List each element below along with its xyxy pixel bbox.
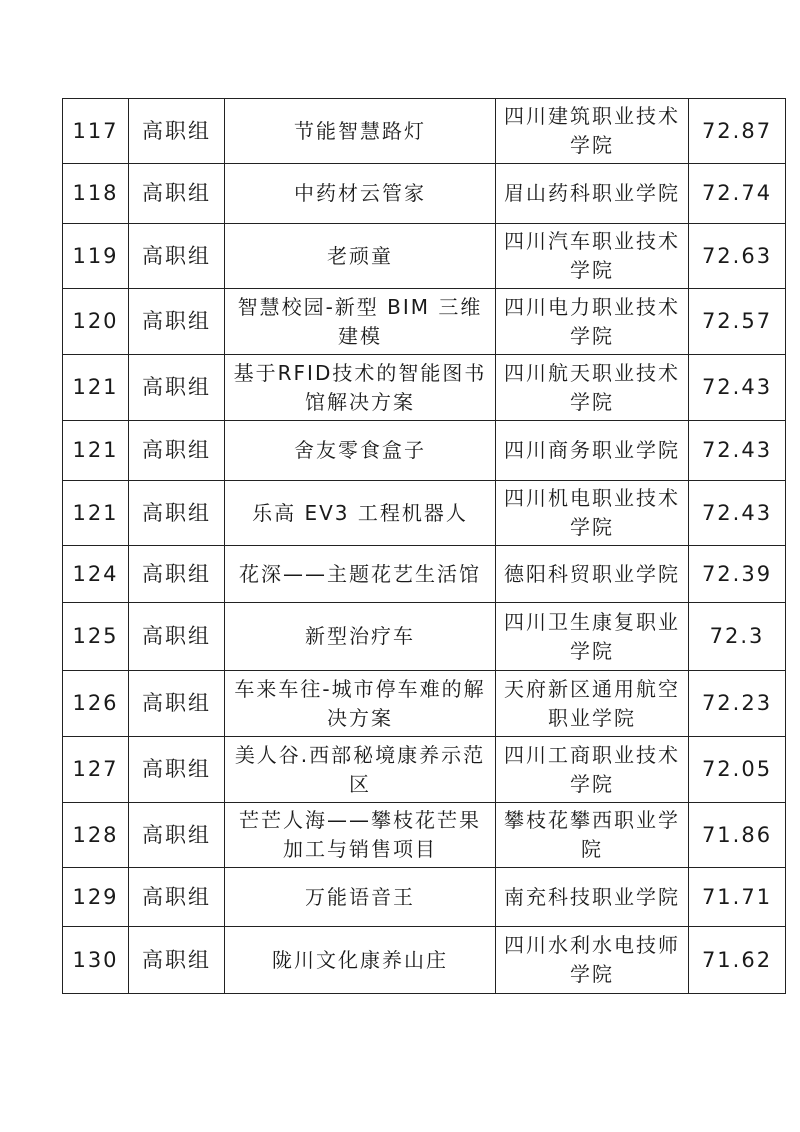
project-cell: 陇川文化康养山庄 [225,927,496,994]
score-cell: 71.86 [689,803,786,868]
group-cell: 高职组 [129,868,225,927]
rank-cell: 121 [63,421,129,481]
group-cell: 高职组 [129,737,225,803]
school-cell: 攀枝花攀西职业学院 [496,803,689,868]
table-row [63,546,786,603]
score-cell: 72.43 [689,355,786,421]
results-table-body [63,99,786,994]
rank-cell: 127 [63,737,129,803]
school-cell: 四川电力职业技术学院 [496,289,689,355]
score-cell: 72.87 [689,99,786,164]
group-cell: 高职组 [129,671,225,737]
score-cell: 72.43 [689,421,786,481]
project-cell: 车来车往-城市停车难的解决方案 [225,671,496,737]
school-cell: 眉山药科职业学院 [496,164,689,224]
project-cell: 节能智慧路灯 [225,99,496,164]
project-cell: 美人谷.西部秘境康养示范区 [225,737,496,803]
project-cell: 新型治疗车 [225,603,496,671]
score-cell: 72.43 [689,481,786,546]
school-cell: 德阳科贸职业学院 [496,546,689,603]
rank-cell: 119 [63,224,129,289]
rank-cell: 129 [63,868,129,927]
project-cell: 芒芒人海——攀枝花芒果加工与销售项目 [225,803,496,868]
school-cell: 四川建筑职业技术学院 [496,99,689,164]
school-cell: 南充科技职业学院 [496,868,689,927]
rank-cell: 125 [63,603,129,671]
school-cell: 四川卫生康复职业学院 [496,603,689,671]
group-cell: 高职组 [129,803,225,868]
project-cell: 基于RFID技术的智能图书馆解决方案 [225,355,496,421]
project-cell: 花深——主题花艺生活馆 [225,546,496,603]
results-table [62,98,786,994]
school-cell: 四川机电职业技术学院 [496,481,689,546]
rank-cell: 120 [63,289,129,355]
project-cell: 老顽童 [225,224,496,289]
score-cell: 71.71 [689,868,786,927]
score-cell: 72.3 [689,603,786,671]
group-cell: 高职组 [129,546,225,603]
table-row [63,481,786,546]
rank-cell: 121 [63,481,129,546]
table-row [63,803,786,868]
score-cell: 72.74 [689,164,786,224]
table-row [63,671,786,737]
score-cell: 72.39 [689,546,786,603]
school-cell: 四川商务职业学院 [496,421,689,481]
project-cell: 万能语音王 [225,868,496,927]
group-cell: 高职组 [129,927,225,994]
table-row [63,603,786,671]
rank-cell: 130 [63,927,129,994]
group-cell: 高职组 [129,289,225,355]
score-cell: 72.05 [689,737,786,803]
score-cell: 72.23 [689,671,786,737]
table-row [63,868,786,927]
school-cell: 四川航天职业技术学院 [496,355,689,421]
school-cell: 四川水利水电技师学院 [496,927,689,994]
score-cell: 72.57 [689,289,786,355]
score-cell: 72.63 [689,224,786,289]
group-cell: 高职组 [129,99,225,164]
rank-cell: 128 [63,803,129,868]
school-cell: 四川工商职业技术学院 [496,737,689,803]
table-row [63,289,786,355]
school-cell: 四川汽车职业技术学院 [496,224,689,289]
group-cell: 高职组 [129,224,225,289]
table-row [63,355,786,421]
group-cell: 高职组 [129,603,225,671]
project-cell: 中药材云管家 [225,164,496,224]
project-cell: 智慧校园-新型 BIM 三维建模 [225,289,496,355]
table-row [63,224,786,289]
group-cell: 高职组 [129,355,225,421]
school-cell: 天府新区通用航空职业学院 [496,671,689,737]
rank-cell: 121 [63,355,129,421]
group-cell: 高职组 [129,481,225,546]
rank-cell: 124 [63,546,129,603]
group-cell: 高职组 [129,421,225,481]
project-cell: 舍友零食盒子 [225,421,496,481]
table-row [63,164,786,224]
group-cell: 高职组 [129,164,225,224]
table-row [63,99,786,164]
rank-cell: 126 [63,671,129,737]
rank-cell: 118 [63,164,129,224]
project-cell: 乐高 EV3 工程机器人 [225,481,496,546]
table-row [63,927,786,994]
table-row [63,737,786,803]
table-row [63,421,786,481]
score-cell: 71.62 [689,927,786,994]
rank-cell: 117 [63,99,129,164]
